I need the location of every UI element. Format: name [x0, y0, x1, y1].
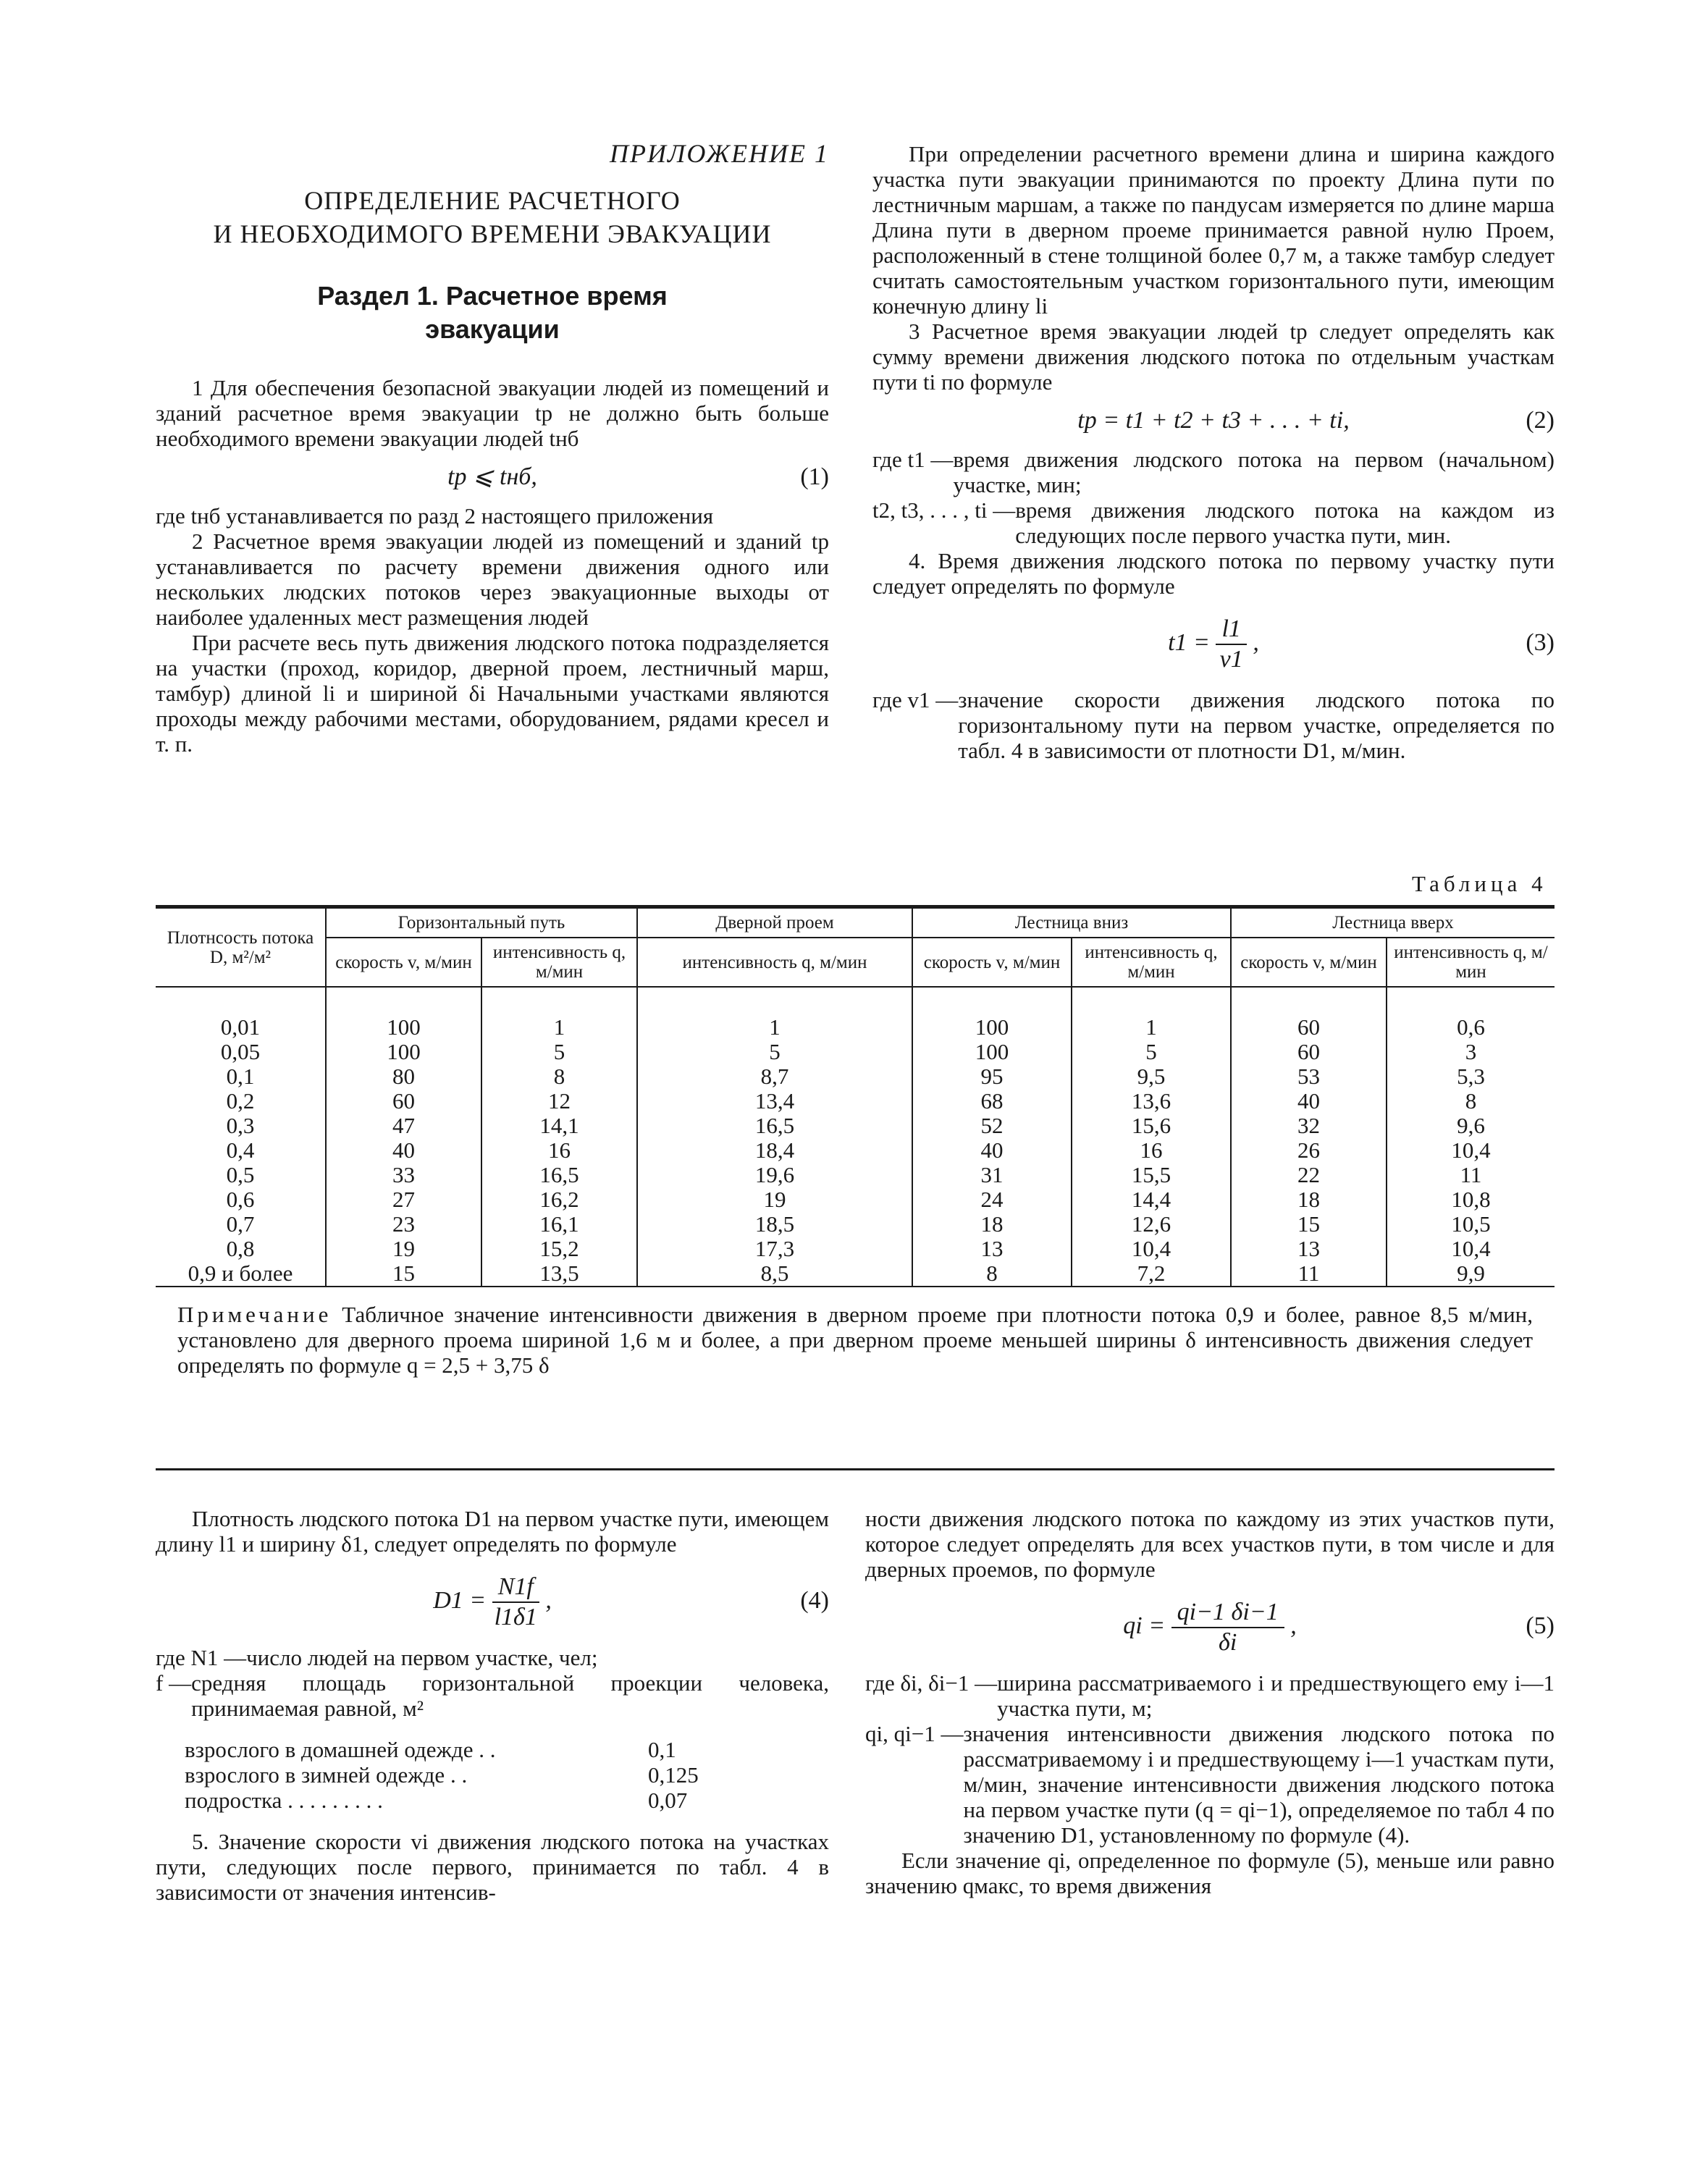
table-cell: 14,4	[1131, 1187, 1171, 1212]
formula-3: t1 = $\frac{l1}{v1}$ , (3)	[1168, 615, 1555, 673]
appendix-label: ПРИЛОЖЕНИЕ 1	[610, 139, 829, 168]
list-item: взрослого в зимней одежде . . 0,125	[185, 1762, 699, 1788]
table-cell: 100	[387, 1039, 421, 1064]
sub-header-door-intensity: интенсивность q, м/мин	[637, 938, 912, 987]
table-column-horizontal-speed	[326, 987, 481, 1287]
table-cell: 31	[980, 1162, 1004, 1187]
table-cell: 0,8	[226, 1236, 255, 1261]
table-column-up-intensity	[1387, 987, 1555, 1287]
table-4	[156, 905, 1555, 1470]
table-column-horizontal-intensity	[481, 987, 637, 1287]
formula-4-where-1: где N1 — число людей на первом участке, чел;	[156, 1645, 598, 1670]
table-cell: 1	[769, 1014, 781, 1040]
table-cell: 0,05	[220, 1039, 261, 1064]
page-title: ОПРЕДЕЛЕНИЕ РАСЧЕТНОГО И НЕОБХОДИМОГО ВРЕМЕНИ ЭВАКУАЦИИ	[213, 186, 772, 248]
table-cell: 0,7	[226, 1211, 255, 1237]
table-cell: 0,3	[226, 1113, 255, 1138]
paragraph-1: 1 Для обеспечения безопасной эвакуации людей из помещений и зданий расчетное время эвакуации tр не должно быть больше необходимого времени эвакуации людей tнб	[156, 375, 829, 451]
table-cell: 8,5	[760, 1260, 789, 1286]
table-column-down-intensity	[1072, 987, 1231, 1287]
table-cell: 16,1	[539, 1211, 579, 1237]
paragraph-7: Плотность людского потока D1 на первом участке пути, имеющем длину l1 и ширину δ1, следует определять по формуле	[156, 1506, 829, 1557]
table-cell: 19,6	[754, 1162, 795, 1187]
table-cell: 8,7	[760, 1064, 789, 1089]
sub-header-speed: скорость v, м/мин	[326, 938, 481, 987]
sub-header-speed: скорость v, м/мин	[1231, 938, 1387, 987]
left-column-bottom	[156, 1506, 829, 1905]
paragraph-3: При расчете весь путь движения людского потока подразделяется на участки (проход, коридор, дверной проем, лестничный марш, тамбур) длиной li и шириной δi Начальными участками являются проходы между рабочими местами, оборудованием, рядами кресел и т. п.	[156, 630, 829, 757]
table-cell: 1	[553, 1014, 565, 1040]
table-cell: 40	[980, 1137, 1004, 1163]
table-cell: 40	[392, 1137, 415, 1163]
table-column-door-intensity	[637, 987, 912, 1287]
table-cell: 15	[392, 1260, 415, 1286]
table-cell: 15,5	[1131, 1162, 1171, 1187]
table-cell: 10,4	[1131, 1236, 1171, 1261]
table-cell: 5	[553, 1039, 565, 1064]
formula-5-where-2: qi, qi−1 — значения интенсивности движения людского потока по рассматриваемому i и предшествующему i—1 участкам пути, м/мин, значение интенсивности движения людского потока на первом участке пути (q = qi−1), определяемое по табл 4 по значению D1, установленному по формуле (4).	[865, 1721, 1555, 1848]
group-header-stairs-up: Лестница вверх	[1231, 908, 1555, 938]
table-cell: 68	[980, 1088, 1004, 1114]
table-cell: 0,6	[1457, 1014, 1485, 1040]
table-cell: 47	[392, 1113, 415, 1138]
formula-2-where-1: где t1 — время движения людского потока на первом (начальном) участке, мин;	[872, 447, 1555, 497]
table-cell: 19	[763, 1187, 786, 1212]
table-cell: 8	[553, 1064, 565, 1089]
table-cell: 9,9	[1457, 1260, 1485, 1286]
table-cell: 22	[1297, 1162, 1320, 1187]
table-cell: 10,4	[1451, 1236, 1491, 1261]
table-column-up-speed	[1231, 987, 1387, 1287]
formula-4: D1 = $\frac{N1f}{l1\delta 1}$ , (4)	[433, 1573, 829, 1631]
table-cell: 0,01	[220, 1014, 261, 1040]
table-cell: 10,4	[1451, 1137, 1491, 1163]
table-cell: 100	[387, 1014, 421, 1040]
table-note: Примечание Табличное значение интенсивности движения в дверном проеме при плотности потока 0,9 и более, равное 8,5 м/мин, установлено для дверного проема шириной 1,6 м и более, а при дверном проеме меньшей ширины δ интенсивность движения следует определять по формуле q = 2,5 + 3,75 δ	[177, 1302, 1534, 1378]
sub-header-intensity: интенсивность q, м/мин	[1387, 938, 1555, 987]
table-cell: 5,3	[1457, 1064, 1485, 1089]
table-cell: 10,5	[1451, 1211, 1491, 1237]
table-cell: 14,1	[539, 1113, 579, 1138]
table-cell: 33	[392, 1162, 415, 1187]
right-column-top	[872, 141, 1555, 763]
table-cell: 15,6	[1131, 1113, 1171, 1138]
formula-4-where-2: f — средняя площадь горизонтальной проекции человека, принимаемая равной, м²	[156, 1670, 829, 1721]
area-values-list	[185, 1737, 829, 1813]
table-cell: 18	[1297, 1187, 1320, 1212]
table-cell: 13,6	[1131, 1088, 1171, 1114]
table-cell: 100	[975, 1039, 1009, 1064]
table-cell: 95	[980, 1064, 1004, 1089]
table-cell: 24	[980, 1187, 1004, 1212]
left-column-top	[156, 141, 829, 757]
table-cell: 60	[392, 1088, 415, 1114]
sub-header-speed: скорость v, м/мин	[912, 938, 1072, 987]
right-column-bottom	[865, 1506, 1555, 1898]
table-cell: 13,4	[754, 1088, 795, 1114]
section-heading: Раздел 1. Расчетное время эвакуации	[317, 281, 668, 344]
table-cell: 9,5	[1137, 1064, 1166, 1089]
table-cell: 16	[1140, 1137, 1163, 1163]
paragraph-9: Если значение qi, определенное по формуле (5), меньше или равно значению qмакс, то время движения	[865, 1848, 1555, 1898]
table-cell: 8	[1465, 1088, 1477, 1114]
table-cell: 15	[1297, 1211, 1320, 1237]
group-header-door: Дверной проем	[637, 908, 912, 938]
table-cell: 0,9 и более	[188, 1260, 293, 1286]
sub-header-intensity: интенсивность q, м/мин	[1072, 938, 1231, 987]
paragraph-4: При определении расчетного времени длина и ширина каждого участка пути эвакуации принимаются по проекту Длина пути по лестничным маршам, а также по пандусам измеряется по длине марша Длина пути в дверном проеме принимается равной нулю Проем, расположенный в стене толщиной более 0,7 м, а также тамбур следует считать самостоятельным участком горизонтального пути, имеющим конечную длину li	[872, 141, 1555, 319]
group-header-horizontal: Горизонтальный путь	[326, 908, 637, 938]
table-column-density	[156, 987, 326, 1287]
formula-5-where-1: где δi, δi−1 — ширина рассматриваемого i и предшествующего ему i—1 участка пути, м;	[865, 1670, 1555, 1721]
table-cell: 60	[1297, 1014, 1320, 1040]
paragraph-8-continued: ности движения людского потока по каждому из этих участков пути, которое следует определять для всех участков пути, в том числе и для дверных проемов, по формуле	[865, 1506, 1555, 1582]
paragraph-8: 5. Значение скорости vi движения людского потока на участках пути, следующих после первого, принимается по табл. 4 в зависимости от значения интенсив-	[156, 1829, 829, 1905]
table-cell: 40	[1297, 1088, 1320, 1114]
table-cell: 60	[1297, 1039, 1320, 1064]
table-cell: 16,5	[539, 1162, 579, 1187]
table-cell: 0,4	[226, 1137, 255, 1163]
table-cell: 27	[392, 1187, 415, 1212]
table-cell: 12,6	[1131, 1211, 1171, 1237]
table-cell: 5	[769, 1039, 781, 1064]
table-cell: 53	[1297, 1064, 1320, 1089]
table-cell: 18,5	[754, 1211, 795, 1237]
list-item: подростка . . . . . . . . . 0,07	[185, 1788, 688, 1813]
table-label: Таблица 4	[1412, 871, 1547, 896]
table-cell: 5	[1145, 1039, 1157, 1064]
table-cell: 10,8	[1451, 1187, 1491, 1212]
table-cell: 23	[392, 1211, 415, 1237]
table-cell: 11	[1297, 1260, 1320, 1286]
table-cell: 19	[392, 1236, 415, 1261]
formula-1-where: где tнб устанавливается по разд 2 настоящего приложения	[156, 503, 714, 529]
formula-3-where: где v1 — значение скорости движения людского потока по горизонтальному пути на первом участке, определяется по табл. 4 в зависимости от плотности D1, м/мин.	[872, 687, 1555, 763]
table-cell: 17,3	[754, 1236, 795, 1261]
table-cell: 13	[980, 1236, 1004, 1261]
sub-header-intensity: интенсивность q, м/мин	[481, 938, 637, 987]
formula-2-where-2: t2, t3, . . . , ti — время движения людского потока на каждом из следующих после первого участка пути, мин.	[872, 497, 1555, 548]
table-cell: 52	[980, 1113, 1004, 1138]
table-cell: 0,5	[226, 1162, 255, 1187]
table-cell: 13,5	[539, 1260, 579, 1286]
table-cell: 15,2	[539, 1236, 579, 1261]
col-header-density: Плотнсость потока D, м²/м²	[156, 908, 326, 987]
formula-1: tр ⩽ tнб, (1)	[447, 463, 829, 490]
paragraph-2: 2 Расчетное время эвакуации людей из помещений и зданий tр устанавливается по расчету времени движения одного или нескольких людских потоков через эвакуационные выходы от наиболее удаленных мест размещения людей	[156, 529, 829, 630]
table-cell: 1	[1145, 1014, 1157, 1040]
group-header-stairs-down: Лестница вниз	[912, 908, 1231, 938]
table-cell: 8	[986, 1260, 998, 1286]
table-cell: 18,4	[754, 1137, 795, 1163]
table-cell: 18	[980, 1211, 1004, 1237]
table-cell: 0,2	[226, 1088, 255, 1114]
table-cell: 13	[1297, 1236, 1320, 1261]
table-cell: 7,2	[1137, 1260, 1166, 1286]
table-cell: 0,6	[226, 1187, 255, 1212]
list-item: взрослого в домашней одежде . . 0,1	[185, 1737, 676, 1762]
formula-2: tр = t1 + t2 + t3 + . . . + ti, (2)	[1077, 407, 1555, 434]
table-cell: 16	[548, 1137, 571, 1163]
table-cell: 11	[1460, 1162, 1482, 1187]
table-cell: 16,5	[754, 1113, 795, 1138]
table-cell: 100	[975, 1014, 1009, 1040]
table-column-down-speed	[912, 987, 1072, 1287]
formula-5: qi = $\frac{qi-1 \delta i-1}{\delta i}$ , (5)	[1123, 1599, 1555, 1657]
paragraph-6: 4. Время движения людского потока по первому участку пути следует определять по формуле	[872, 548, 1555, 599]
table-cell: 3	[1465, 1039, 1477, 1064]
paragraph-5: 3 Расчетное время эвакуации людей tр следует определять как сумму времени движения людского потока по отдельным участкам пути ti по формуле	[872, 319, 1555, 395]
table-cell: 26	[1297, 1137, 1320, 1163]
table-cell: 80	[392, 1064, 415, 1089]
table-cell: 16,2	[539, 1187, 579, 1212]
table-cell: 0,1	[226, 1064, 255, 1089]
table-cell: 12	[548, 1088, 571, 1114]
table-cell: 32	[1297, 1113, 1320, 1138]
table-cell: 9,6	[1457, 1113, 1485, 1138]
